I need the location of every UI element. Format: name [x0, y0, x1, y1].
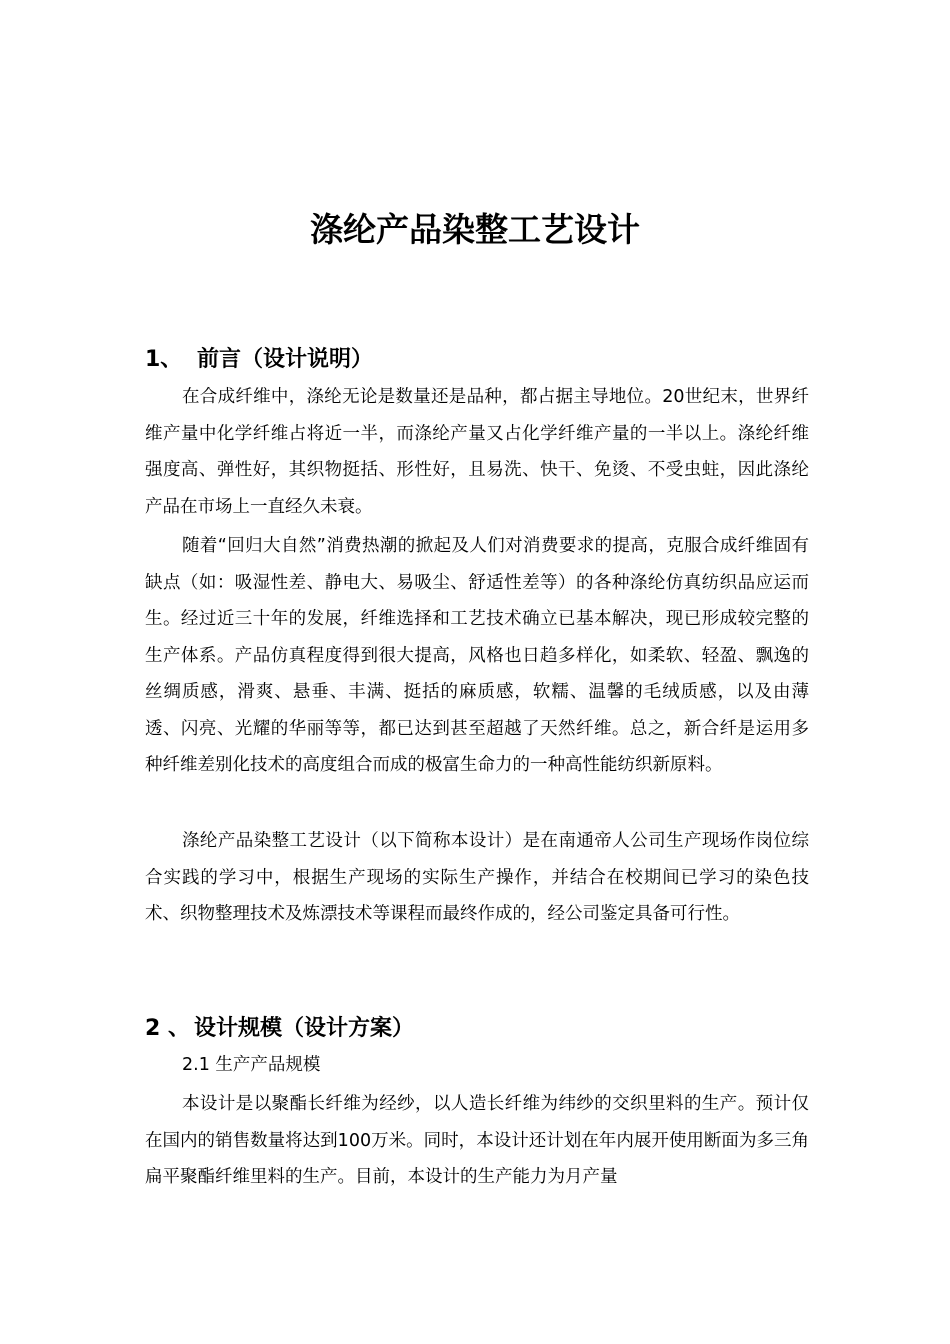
section-heading-preface [145, 344, 815, 376]
paragraph: 涤纶产品染整工艺设计（以下简称本设计）是在南通帝人公司生产现场作岗位综合实践的学习中，根据生产现场的实际生产操作，并结合在校期间已学习的染色技术、织物整理技术及炼漂技术等课程而最终作成的，经公司鉴定具备可行性。 [145, 831, 809, 924]
subsection-heading: 2.1 生产产品规模 [182, 1055, 321, 1075]
document-title: 涤纶产品染整工艺设计 [310, 210, 640, 249]
section-number: 2 、 [145, 1016, 190, 1041]
section-heading-design-scale [145, 1013, 815, 1045]
section-number: 1、 [145, 347, 183, 372]
paragraph: 在合成纤维中，涤纶无论是数量还是品种，都占据主导地位。20世纪末，世界纤维产量中化学纤维占将近一半，而涤纶产量又占化学纤维产量的一半以上。涤纶纤维强度高、弹性好，其织物挺括、形性好，且易洗、快干、免烫、不受虫蛀，因此涤纶产品在市场上一直经久未衰。 [145, 387, 809, 517]
paragraph: 随着“回归大自然”消费热潮的掀起及人们对消费要求的提高，克服合成纤维固有缺点（如：吸湿性差、静电大、易吸尘、舒适性差等）的各种涤纶仿真纺织品应运而生。经过近三十年的发展，纤维选择和工艺技术确立已基本解决，现已形成较完整的生产体系。产品仿真程度得到很大提高，风格也日趋多样化，如柔软、轻盈、飘逸的丝绸质感，滑爽、悬垂、丰满、挺括的麻质感，软糯、温馨的毛绒质感，以及由薄透、闪亮、光耀的华丽等等，都已达到甚至超越了天然纤维。总之，新合纤是运用多种纤维差别化技术的高度组合而成的极富生命力的一种高性能纺织新原料。 [145, 536, 809, 775]
section-title: 前言（设计说明） [197, 347, 374, 372]
section-title: 设计规模（设计方案） [193, 1016, 414, 1041]
paragraph: 本设计是以聚酯长纤维为经纱，以人造长纤维为纬纱的交织里料的生产。预计仅在国内的销售数量将达到100万米。同时，本设计还计划在年内展开使用断面为多三角扁平聚酯纤维里料的生产。目前，本设计的生产能力为月产量 [145, 1094, 809, 1187]
